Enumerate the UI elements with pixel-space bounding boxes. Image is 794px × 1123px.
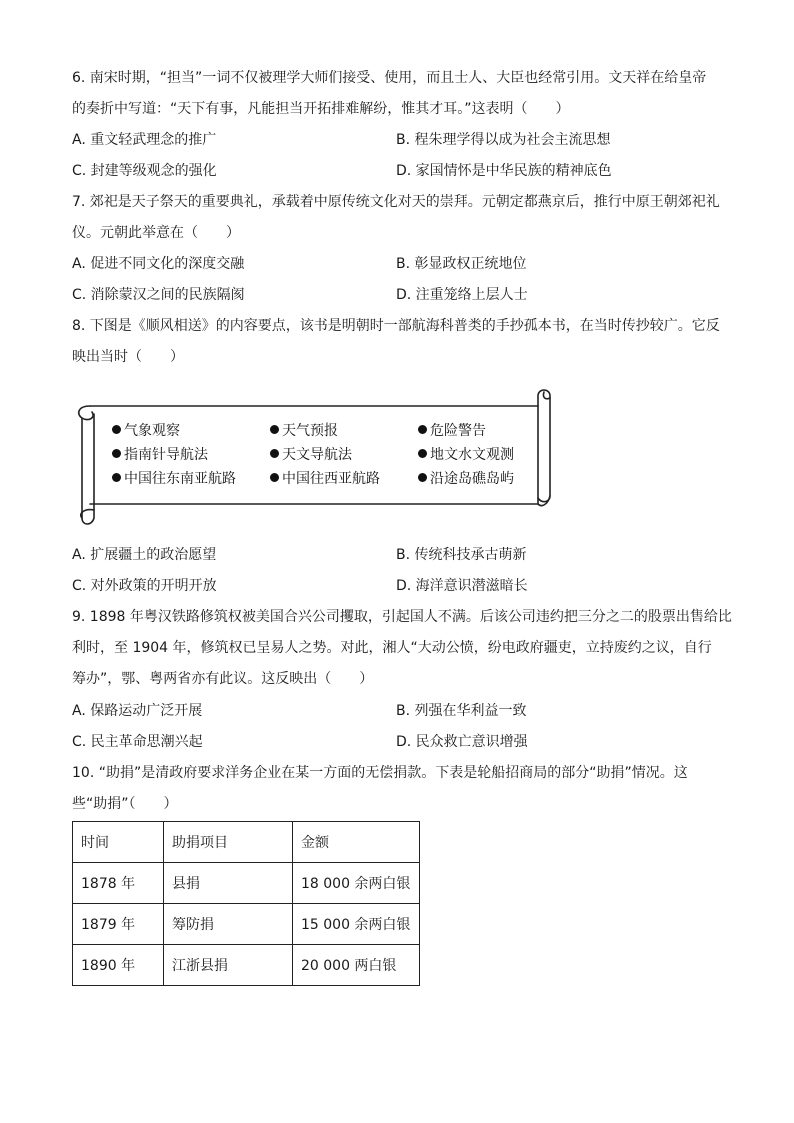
q8-option-b: B. 传统科技承古萌新 — [396, 547, 527, 563]
bullet-icon — [112, 449, 121, 458]
bullet-icon — [112, 473, 121, 482]
q8-option-a: A. 扩展疆土的政治愿望 — [72, 547, 217, 563]
bullet-icon — [270, 473, 279, 482]
q9-stem-line1: 9. 1898 年粤汉铁路修筑权被美国合兴公司攫取，引起国人不满。后该公司违约把三分之二的股票出售给比 — [72, 609, 732, 625]
table-header-cell: 助捐项目 — [164, 822, 293, 863]
donation-table — [72, 821, 420, 986]
q7-stem-line1: 7. 郊祀是天子祭天的重要典礼，承载着中原传统文化对天的崇拜。元朝定都燕京后，推行中原王朝郊祀礼 — [72, 194, 720, 210]
figure-item-weather-observation: 气象观察 — [112, 422, 180, 440]
q9-stem-line3: 筹办”，鄂、粤两省亦有此议。这反映出（ ） — [72, 671, 374, 687]
q6-option-b: B. 程朱理学得以成为社会主流思想 — [396, 132, 611, 148]
table-cell: 15 000 余两白银 — [293, 904, 420, 945]
figure-item-weather-forecast: 天气预报 — [270, 422, 338, 440]
q7-option-c: C. 消除蒙汉之间的民族隔阂 — [72, 287, 245, 303]
q9-option-d: D. 民众救亡意识增强 — [396, 734, 528, 750]
q6-stem-line1: 6. 南宋时期，“担当”一词不仅被理学大师们接受、使用，而且士人、大臣也经常引用。文天祥在给皇帝 — [72, 70, 707, 86]
q8-stem-line2: 映出当时（ ） — [72, 349, 184, 365]
q9-option-a: A. 保路运动广泛开展 — [72, 703, 203, 719]
q8-stem-line1: 8. 下图是《顺风相送》的内容要点，该书是明朝时一部航海科普类的手抄孤本书，在当时传抄较广。它反 — [72, 318, 720, 334]
bullet-icon — [418, 473, 427, 482]
table-header-cell: 时间 — [73, 822, 164, 863]
table-cell: 县捐 — [164, 863, 293, 904]
q10-stem-line1: 10. “助捐”是清政府要求洋务企业在某一方面的无偿捐款。下表是轮船招商局的部分“助捐”情况。这 — [72, 765, 688, 781]
q8-option-d: D. 海洋意识潜滋暗长 — [396, 578, 528, 594]
table-cell: 筹防捐 — [164, 904, 293, 945]
figure-item-route-west-asia: 中国往西亚航路 — [270, 470, 380, 488]
bullet-icon — [418, 425, 427, 434]
bullet-icon — [270, 449, 279, 458]
q7-stem-line2: 仪。元朝此举意在（ ） — [72, 225, 240, 241]
q9-option-c: C. 民主革命思潮兴起 — [72, 734, 203, 750]
figure-item-celestial-navigation: 天文导航法 — [270, 446, 352, 464]
q7-option-d: D. 注重笼络上层人士 — [396, 287, 528, 303]
bullet-icon — [270, 425, 279, 434]
table-cell: 20 000 两白银 — [293, 945, 420, 986]
bullet-icon — [418, 449, 427, 458]
scroll-figure — [72, 384, 558, 530]
q6-stem-line2: 的奏折中写道：“天下有事，凡能担当开拓排难解纷，惟其才耳。”这表明（ ） — [72, 101, 570, 117]
table-header-row — [73, 822, 420, 863]
q7-option-a: A. 促进不同文化的深度交融 — [72, 256, 245, 272]
q7-option-b: B. 彰显政权正统地位 — [396, 256, 527, 272]
figure-item-route-southeast-asia: 中国往东南亚航路 — [112, 470, 236, 488]
q6-option-c: C. 封建等级观念的强化 — [72, 163, 217, 179]
q9-stem-line2: 利时，至 1904 年，修筑权已呈易人之势。对此，湘人“大动公愤，纷电政府疆吏，立持废约之议，自行 — [72, 640, 712, 656]
table-row — [73, 904, 420, 945]
table-cell: 1890 年 — [73, 945, 164, 986]
q10-stem-line2: 些“助捐”（ ） — [72, 796, 178, 812]
table-cell: 江浙县捐 — [164, 945, 293, 986]
figure-item-islands-reefs: 沿途岛礁岛屿 — [418, 470, 514, 488]
figure-item-compass-navigation: 指南针导航法 — [112, 446, 208, 464]
table-header-cell: 金额 — [293, 822, 420, 863]
table-row — [73, 863, 420, 904]
figure-item-geo-hydro-observation: 地文水文观测 — [418, 446, 514, 464]
table-cell: 1879 年 — [73, 904, 164, 945]
table-cell: 18 000 余两白银 — [293, 863, 420, 904]
q9-option-b: B. 列强在华利益一致 — [396, 703, 527, 719]
table-row — [73, 945, 420, 986]
figure-item-danger-warning: 危险警告 — [418, 422, 486, 440]
q6-option-a: A. 重文轻武理念的推广 — [72, 132, 217, 148]
q8-option-c: C. 对外政策的开明开放 — [72, 578, 217, 594]
q6-option-d: D. 家国情怀是中华民族的精神底色 — [396, 163, 612, 179]
bullet-icon — [112, 425, 121, 434]
table-cell: 1878 年 — [73, 863, 164, 904]
